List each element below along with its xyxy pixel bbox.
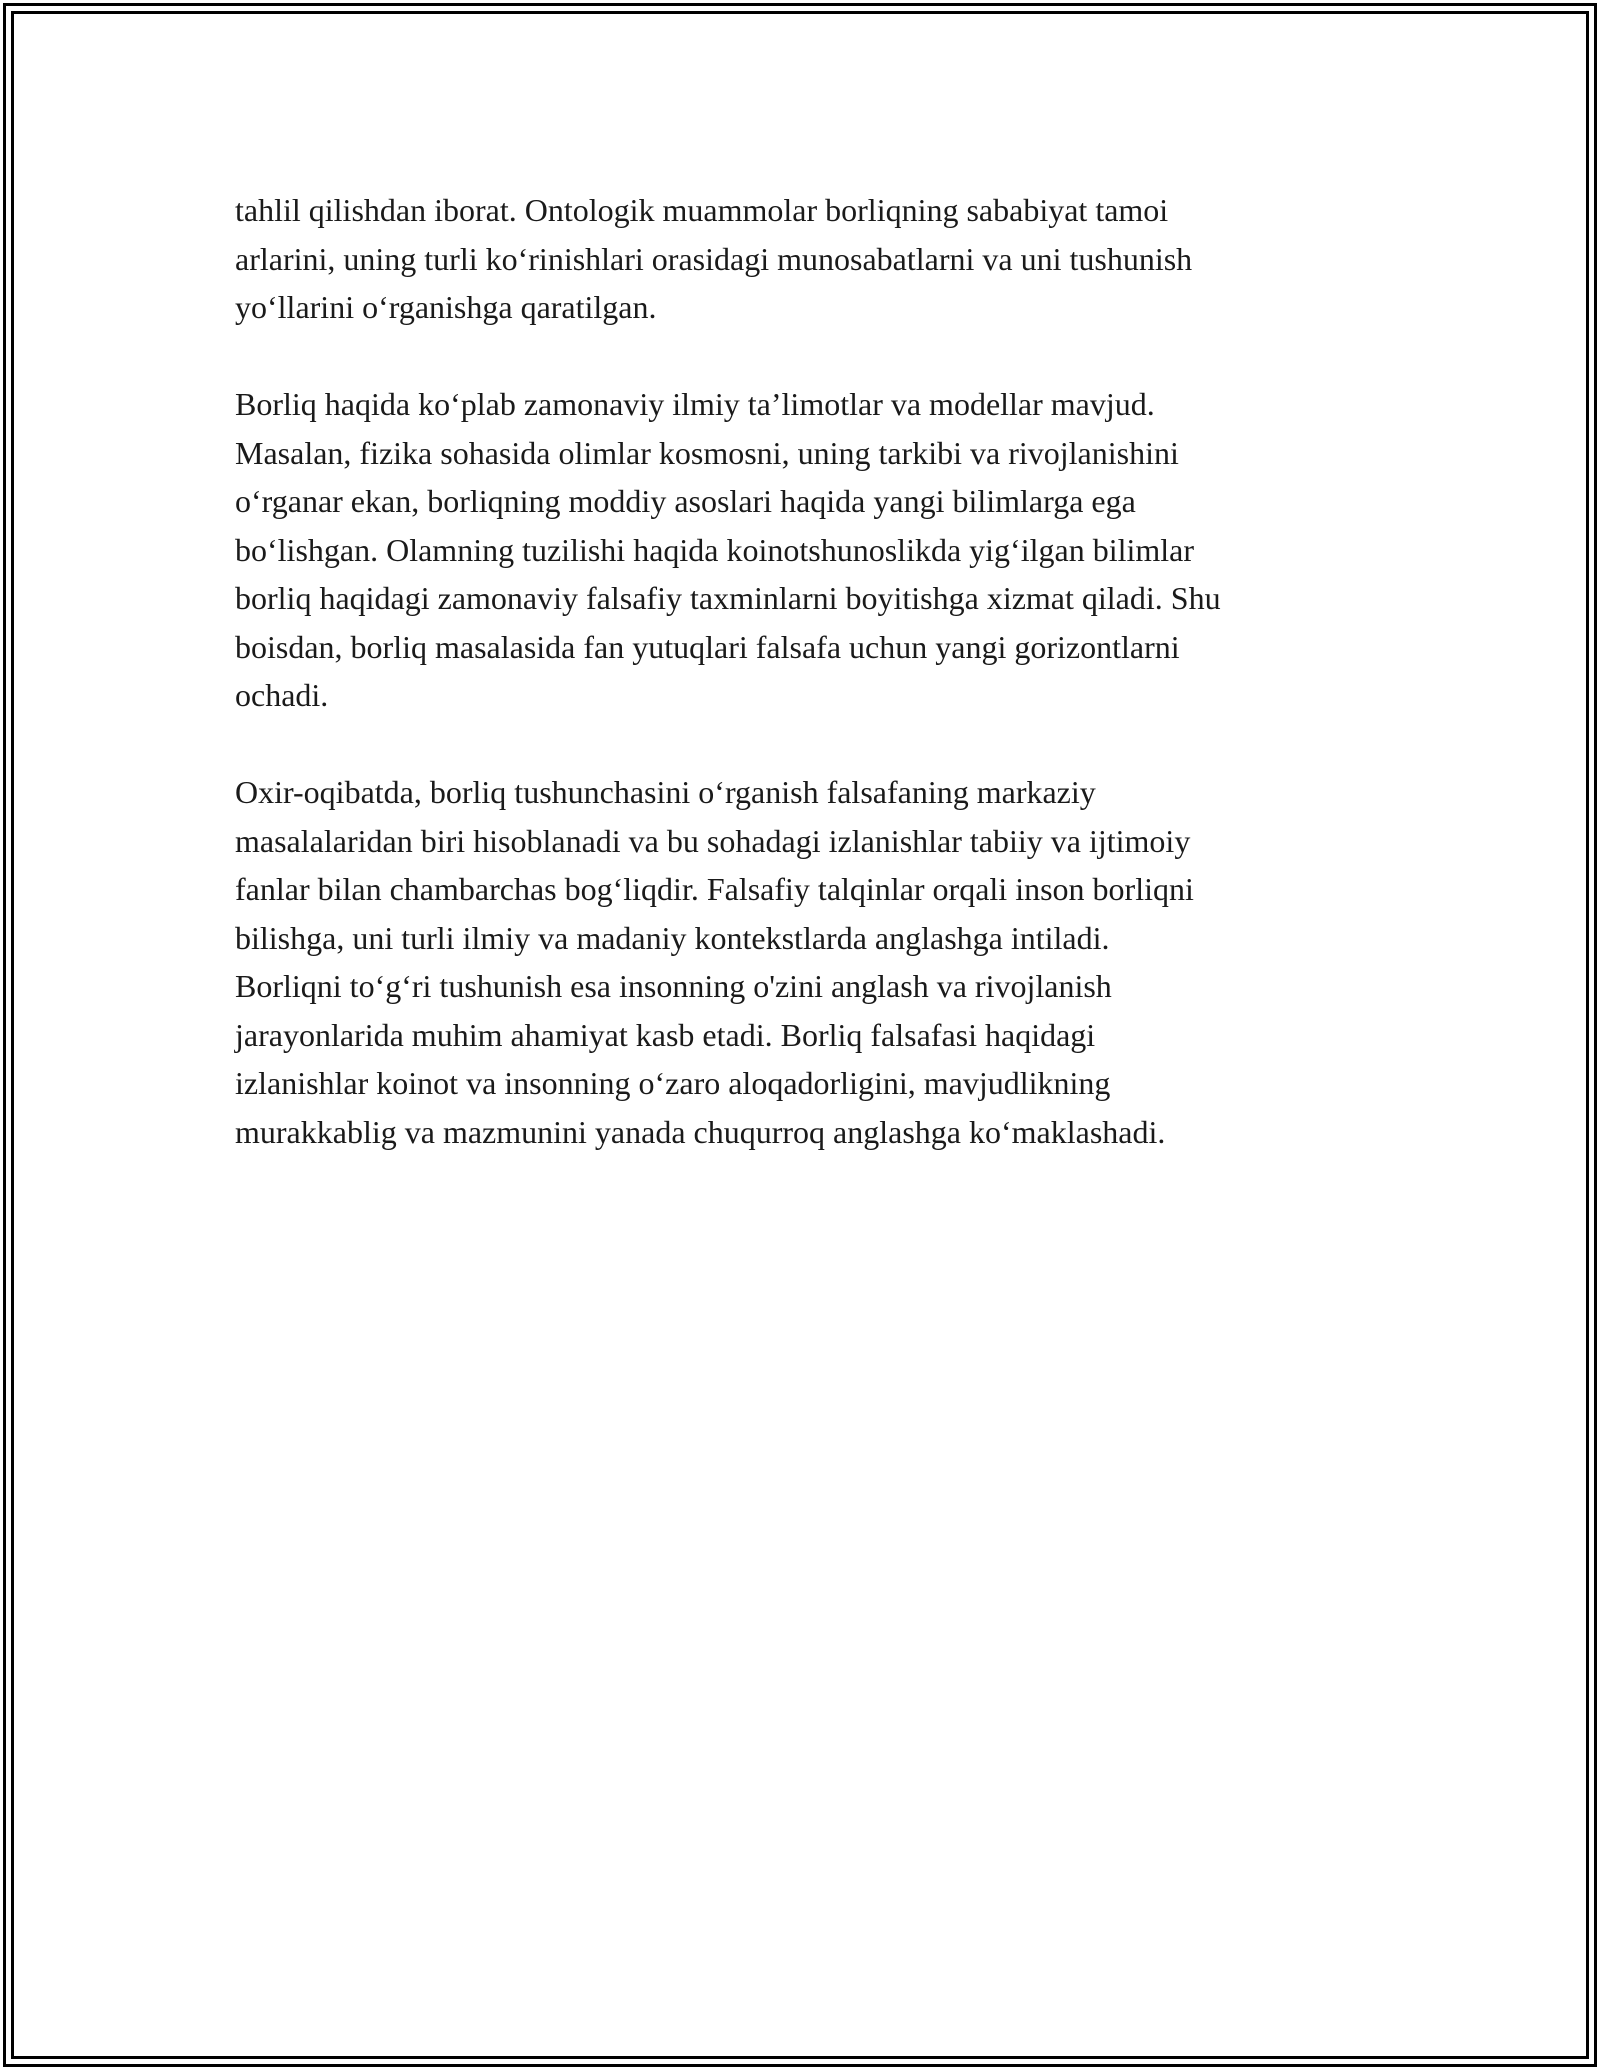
text-line: masalalaridan biri hisoblanadi va bu sohadagi izlanishlar tabiiy va ijtimoiy xyxy=(235,822,1191,859)
text-line: Borliq haqida ko‘plab zamonaviy ilmiy ta’limotlar va modellar mavjud. xyxy=(235,386,1155,422)
text-line: bilishga, uni turli ilmiy va madaniy kontekstlarda anglashga intiladi. xyxy=(235,919,1110,956)
text-line: Borliqni to‘g‘ri tushunish esa insonning o'zini anglash va rivojlanish xyxy=(235,968,1112,1004)
text-line: borliq haqidagi zamonaviy falsafiy taxminlarni boyitishga xizmat qiladi. Shu xyxy=(235,580,1221,616)
document-body xyxy=(235,186,1375,1205)
text-line: arlarini, uning turli ko‘rinishlari orasidagi munosabatlarni va uni tushunish xyxy=(235,240,1193,277)
text-line: murakkablig va mazmunini yanada chuqurroq anglashga ko‘maklashadi. xyxy=(235,1113,1166,1150)
text-line: tahlil qilishdan iborat. Ontologik muammolar borliqning sababiyat tamoi xyxy=(235,192,1169,228)
text-line: Oxir-oqibatda, borliq tushunchasini o‘rganish falsafaning markaziy xyxy=(235,774,1096,810)
paragraph-3 xyxy=(235,768,1375,1156)
text-line: ochadi. xyxy=(235,677,329,713)
text-line: bo‘lishgan. Olamning tuzilishi haqida koinotshunoslikda yig‘ilgan bilimlar xyxy=(235,531,1194,568)
paragraph-2 xyxy=(235,380,1375,720)
text-line: izlanishlar koinot va insonning o‘zaro aloqadorligini, mavjudlikning xyxy=(235,1065,1111,1101)
text-line: yo‘llarini o‘rganishga qaratilgan. xyxy=(235,289,657,325)
text-line: fanlar bilan chambarchas bog‘liqdir. Falsafiy talqinlar orqali inson borliqni xyxy=(235,871,1194,907)
text-line: Masalan, fizika sohasida olimlar kosmosni, uning tarkibi va rivojlanishini xyxy=(235,434,1179,471)
text-line: o‘rganar ekan, borliqning moddiy asoslari haqida yangi bilimlarga ega xyxy=(235,483,1136,519)
text-line: boisdan, borliq masalasida fan yutuqlari falsafa uchun yangi gorizontlarni xyxy=(235,628,1180,665)
paragraph-1 xyxy=(235,186,1375,332)
text-line: jarayonlarida muhim ahamiyat kasb etadi. Borliq falsafasi haqidagi xyxy=(235,1016,1096,1053)
